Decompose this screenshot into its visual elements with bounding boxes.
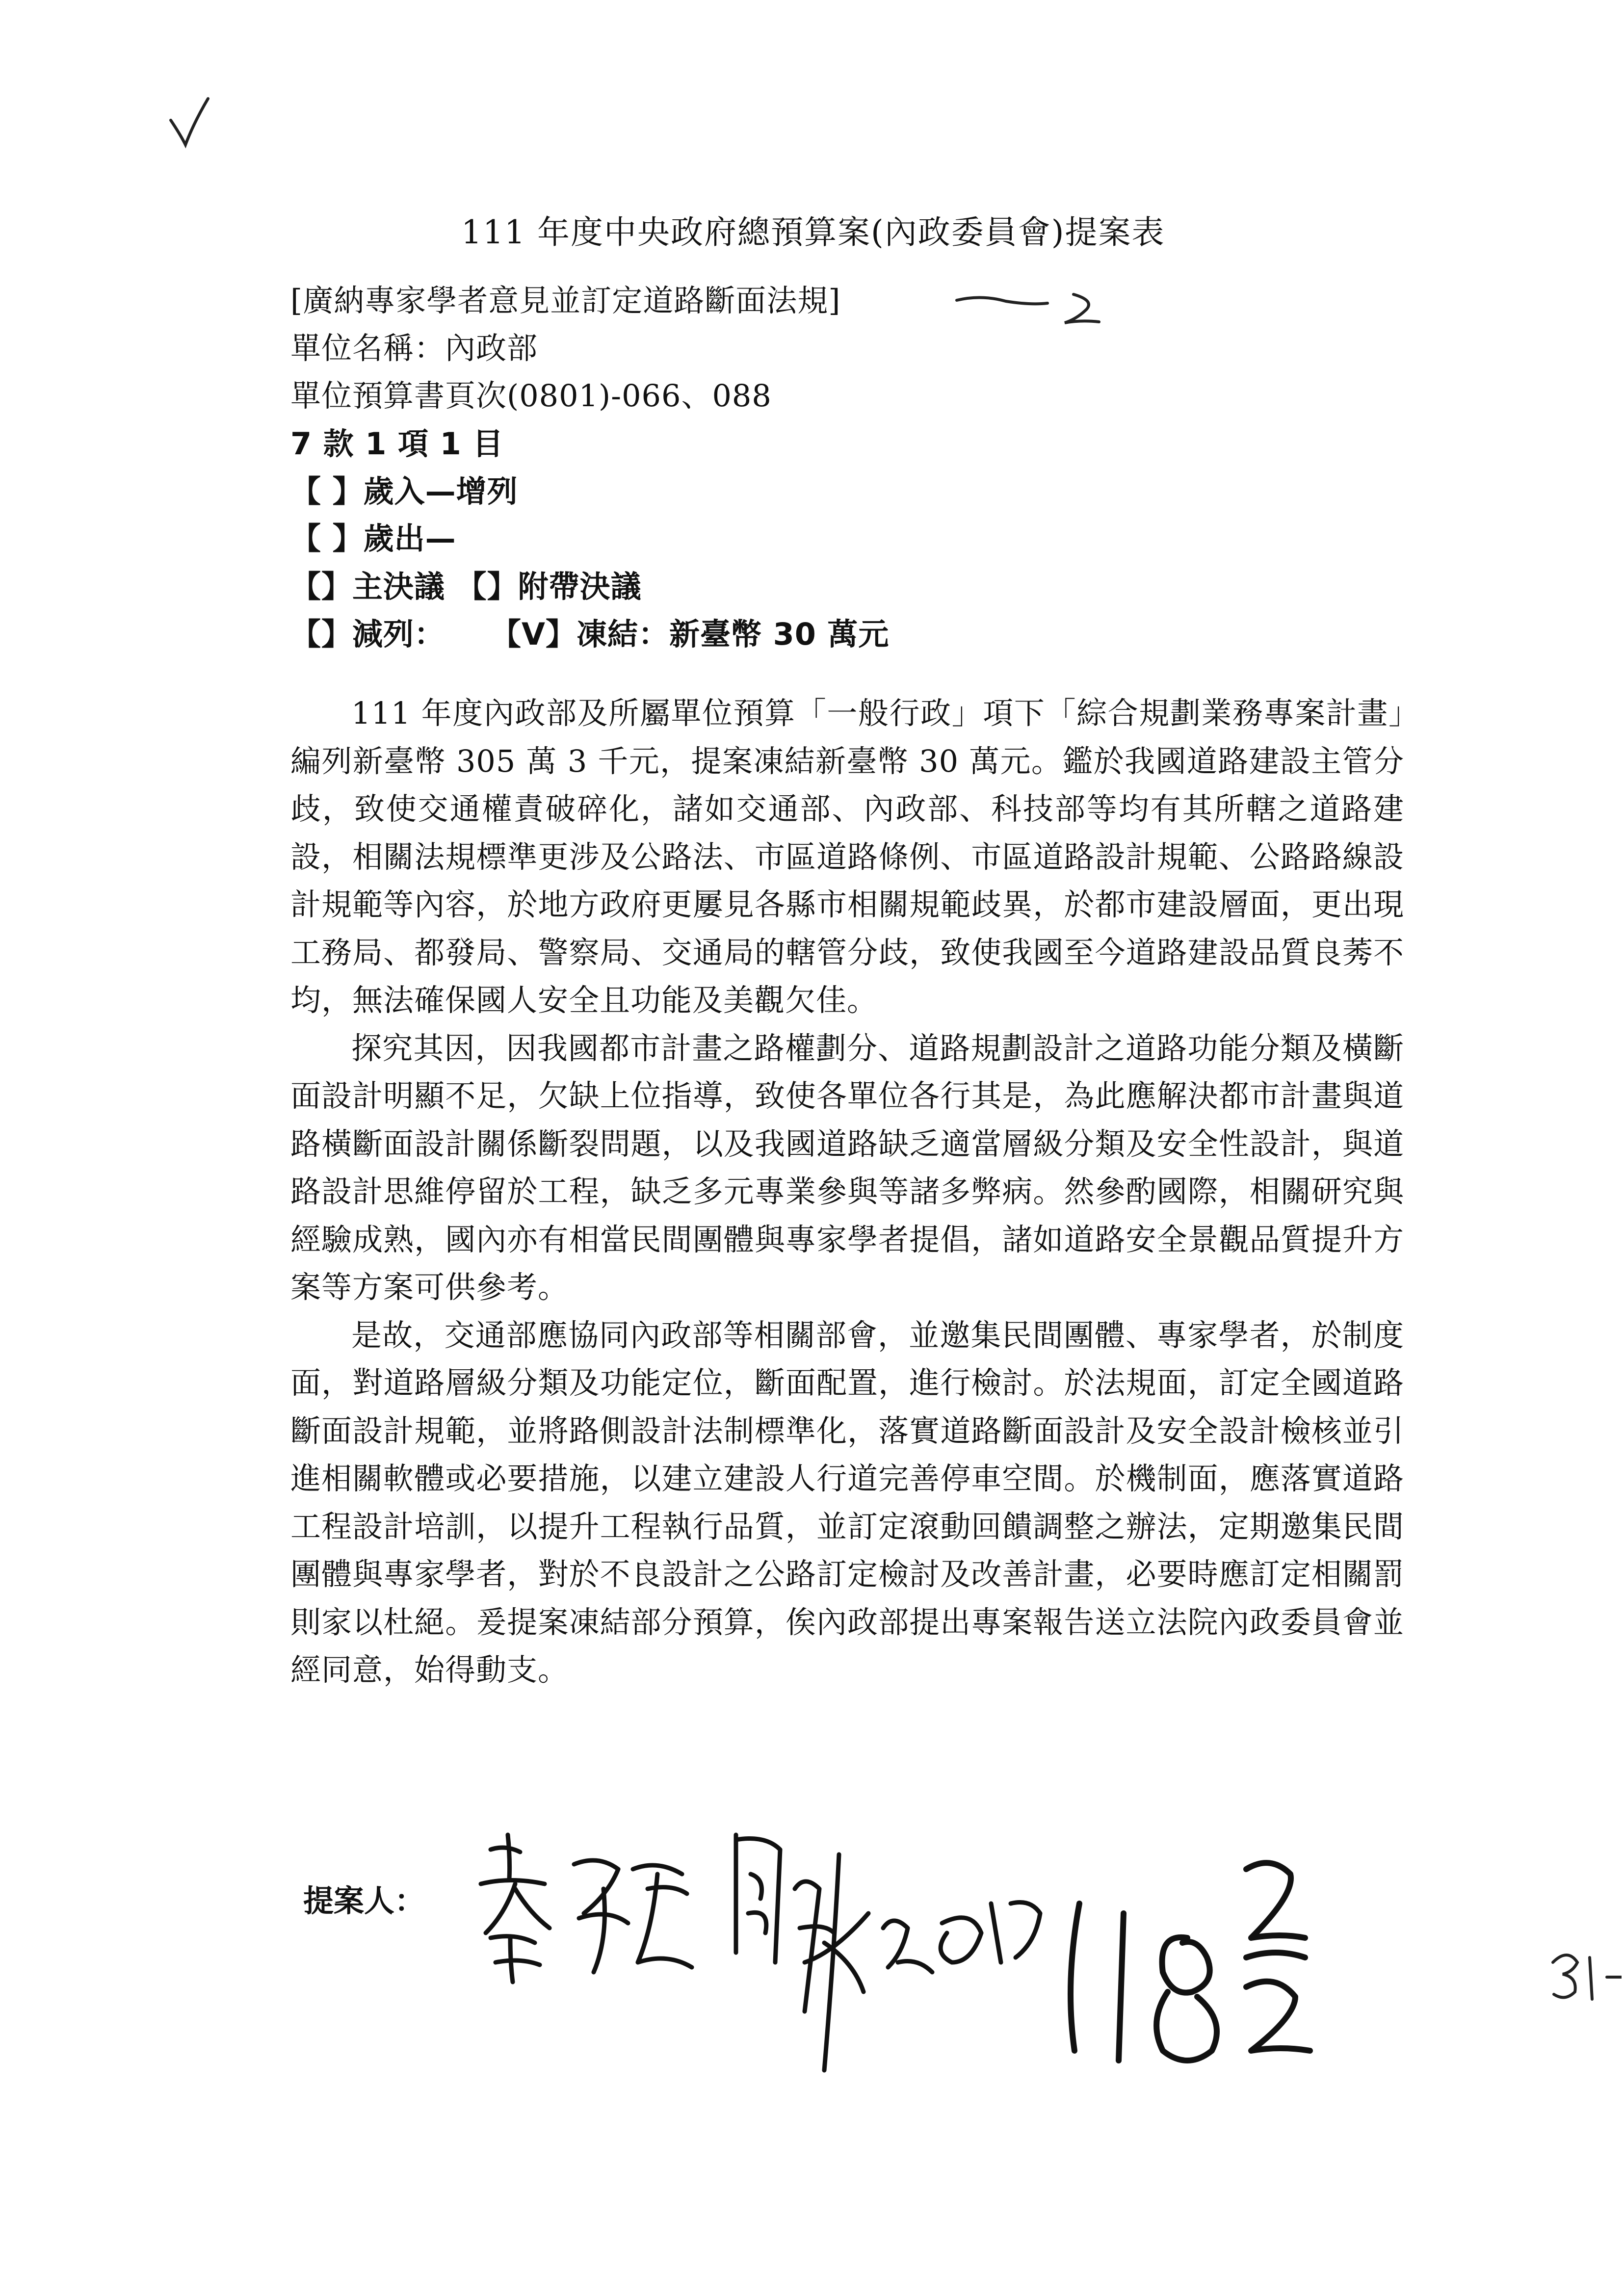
check-mark-icon (167, 96, 211, 150)
signature-1 (481, 1835, 780, 1982)
budget-pages: 單位預算書頁次(0801)-066、088 (290, 378, 772, 414)
page-title: 111 年度中央政府總預算案(內政委員會)提案表 (461, 213, 1165, 251)
proposer-label: 提案人： (303, 1883, 425, 1919)
body-paragraph-2: 探究其因，因我國都市計畫之路權劃分、道路規劃設計之道路功能分類及橫斷面設計明顯不足，欠缺上位指導，致使各單位各行其是，為此應解決都市計畫與道路橫斷面設計關係斷裂問題，以及我國道路缺乏適當層級分類及安全性設計，與道路設計思維停留於工程，缺乏多元專業參與等諸多弊病。然參酌國際，相關研究與經驗成熟，國內亦有相當民間團體與專家學者提倡，諸如道路安全景觀品質提升方案等方案可供參考。 (290, 1030, 1404, 1305)
unit-name: 單位名稱：內政部 (290, 330, 538, 366)
revenue-line: 【 】歲入—增列 (290, 473, 518, 509)
signature-2 (795, 1854, 1040, 2070)
body-paragraph-3: 是故，交通部應協同內政部等相關部會，並邀集民間團體、專家學者，於制度面，對道路層級分類及功能定位，斷面配置，進行檢討。於法規面，訂定全國道路斷面設計規範，並將路側設計法制標準化，落實道路斷面設計及安全設計檢核並引進相關軟體或必要措施，以建立建設人行道完善停車空間。於機制面，應落實道路工程設計培訓，以提升工程執行品質，並訂定滾動回饋調整之辦法，定期邀集民間團體與專家學者，對於不良設計之公路訂定檢討及改善計畫，必要時應訂定相關罰則家以杜絕。爰提案凍結部分預算，俟內政部提出專案報告送立法院內政委員會並經同意，始得動支。 (290, 1317, 1404, 1688)
budget-item: 7 款 1 項 1 目 (290, 426, 504, 462)
freeze-line: 【V】凍結：新臺幣 30 萬元 (491, 616, 890, 652)
cut-line: 【】減列： (290, 616, 445, 652)
handwritten-arrow-icon (952, 275, 1109, 334)
expenditure-line: 【 】歲出— (290, 521, 456, 556)
proposal-body (290, 689, 1404, 1694)
signature-date (1071, 1863, 1310, 2061)
resolution-line: 【】主決議 【】附帶決議 (290, 569, 642, 604)
proposal-name: [廣納專家學者意見並訂定道路斷面法規] (290, 283, 841, 318)
handwritten-signatures (461, 1815, 1374, 2173)
body-paragraph-1: 111 年度內政部及所屬單位預算「一般行政」項下「綜合規劃業務專案計畫」編列新臺幣 305 萬 3 千元，提案凍結新臺幣 30 萬元。鑑於我國道路建設主管分歧，致使交通權責破碎化，諸如交通部、內政部、科技部等均有其所轄之道路建設，相關法規標準更涉及公路法、市區道路條例、市區道路設計規範、公路路線設計規範等內容，於地方政府更屢見各縣市相關規範歧異，於都市建設層面，更出現工務局、都發局、警察局、交通局的轄管分歧，致使我國至今道路建設品質良莠不均，無法確保國人安全且功能及美觀欠佳。 (290, 695, 1404, 1018)
margin-page-number (1548, 1943, 1622, 2007)
